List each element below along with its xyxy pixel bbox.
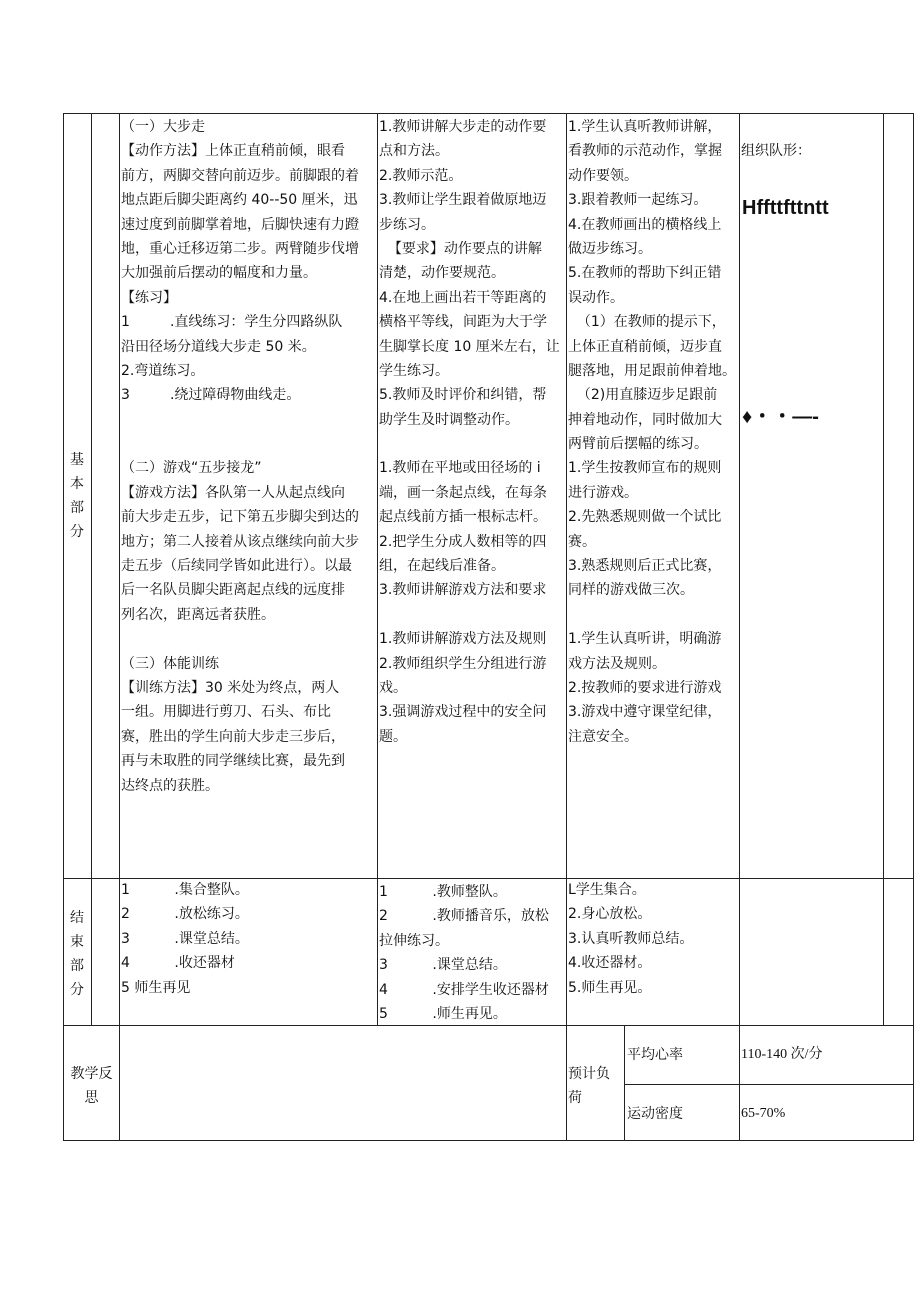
- text-line: [379, 603, 567, 627]
- text-line: 4.在地上画出若干等距离的: [379, 289, 547, 306]
- text-line: 动作要领。: [568, 167, 638, 184]
- text-line: 【动作方法】上体正直稍前倾，眼看: [121, 143, 345, 160]
- text-line: 戏方法及规则。: [568, 655, 666, 672]
- text-line: 【游戏方法】各队第一人从起点线向: [121, 484, 345, 501]
- text-line: [121, 627, 377, 651]
- text-line: 同样的游戏做三次。: [568, 582, 694, 599]
- text-line: 1 .直线练习：学生分四路纵队: [121, 314, 343, 331]
- text-line: 地，重心迁移迈第二步。两臂随步伐增: [121, 240, 359, 257]
- text-line: 拉伸练习。: [379, 932, 449, 949]
- text-line: 2.按教师的要求进行游戏: [568, 679, 722, 696]
- text-line: 5 .师生再见。: [379, 1005, 507, 1022]
- text-line: 2.教师示范。: [379, 167, 463, 184]
- text-line: 赛，胜出的学生向前大步走三步后，: [121, 728, 345, 745]
- text-line: 再与未取胜的同学继续比赛，最先到: [121, 753, 345, 770]
- text-line: 注意安全。: [568, 728, 638, 745]
- text-line: 清楚，动作要规范。: [379, 265, 505, 282]
- text-line: 上体正直稍前倾，迈步直: [568, 338, 722, 355]
- text-line: 进行游戏。: [568, 484, 638, 501]
- text-line: 1 .集合整队。: [121, 882, 249, 898]
- text-line: 3.教师讲解游戏方法和要求: [379, 582, 547, 599]
- text-line: （二）游戏“五步接龙”: [121, 460, 262, 477]
- basic-content: [121, 115, 377, 798]
- density-label: 运动密度: [627, 1106, 683, 1122]
- text-line: 5.教师及时评价和纠错，帮: [379, 387, 547, 404]
- text-line: 1 .教师整队。: [379, 884, 507, 900]
- grid-line: [63, 113, 914, 114]
- grid-line: [913, 113, 914, 1141]
- text-line: 地点距后脚尖距离约 40--50 厘米，迅: [121, 192, 358, 209]
- text-line: （2)用直膝迈步足跟前: [568, 387, 718, 404]
- density-value: 65-70%: [741, 1106, 786, 1121]
- text-line: 组，在起线后准备。: [379, 558, 505, 575]
- text-line: 1.教师讲解大步走的动作要: [379, 119, 547, 135]
- text-line: 2 .教师播音乐，放松: [379, 908, 549, 925]
- ending-student: [568, 878, 740, 1000]
- text-line: 4 .收还器材: [121, 955, 235, 972]
- text-line: 速过度到前脚掌着地，后脚快速有力蹬: [121, 216, 359, 233]
- text-line: 赛。: [568, 533, 596, 550]
- organization-label: 组织队形：: [741, 143, 811, 159]
- text-line: 【要求】动作要点的讲解: [379, 240, 542, 257]
- basic-teacher: [379, 115, 567, 749]
- text-line: 腿落地，用足跟前伸着地。: [568, 362, 736, 379]
- text-line: 前方，两脚交替向前迈步。前脚跟的着: [121, 167, 359, 184]
- text-line: 3.认真听教师总结。: [568, 930, 694, 947]
- text-line: 4 .安排学生收还器材: [379, 981, 549, 998]
- text-line: 2.弯道练习。: [121, 362, 205, 379]
- text-line: 后一名队员脚尖距离起点线的远度排: [121, 582, 345, 599]
- text-line: 3 .课堂总结。: [379, 957, 507, 974]
- text-line: 1.学生认真听教师讲解，: [568, 119, 722, 135]
- text-line: 点和方法。: [379, 143, 449, 160]
- text-line: [568, 603, 740, 627]
- text-line: 3.跟着教师一起练习。: [568, 192, 708, 209]
- text-line: 【练习】: [121, 289, 177, 306]
- reflection-label: 教学反思: [70, 1066, 113, 1106]
- text-line: 大加强前后摆动的幅度和力量。: [121, 265, 317, 282]
- text-line: 步练习。: [379, 216, 435, 233]
- text-line: 5 师生再见: [121, 979, 191, 996]
- formation-diagram-1: Hffttfttntt: [742, 197, 829, 219]
- text-line: （1）在教师的提示下，: [568, 314, 726, 331]
- text-line: 题。: [379, 728, 407, 745]
- text-line: 达终点的获胜。: [121, 777, 219, 794]
- text-line: 3 .绕过障碍物曲线走。: [121, 387, 301, 404]
- load-label: 预计负荷: [568, 1066, 610, 1106]
- text-line: 2.教师组织学生分组进行游: [379, 655, 547, 672]
- text-line: 1.学生按教师宣布的规则: [568, 460, 722, 477]
- text-line: 生脚掌长度 10 厘米左右，让: [379, 338, 560, 355]
- text-line: 走五步（后续同学皆如此进行）。以最: [121, 558, 352, 575]
- grid-line: [91, 113, 92, 1025]
- text-line: 地方；第二人接着从该点继续向前大步: [121, 533, 359, 550]
- text-line: 前大步走五步，记下第五步脚尖到达的: [121, 509, 359, 526]
- text-line: 2.把学生分成人数相等的四: [379, 533, 547, 550]
- text-line: （一）大步走: [121, 119, 205, 135]
- grid-line: [883, 113, 884, 1025]
- text-line: 起点线前方插一根标志杆。: [379, 509, 547, 526]
- text-line: 3.熟悉规则后正式比赛，: [568, 558, 722, 575]
- text-line: [121, 408, 377, 432]
- text-line: 做迈步练习。: [568, 240, 652, 257]
- text-line: 1.教师讲解游戏方法及规则: [379, 631, 547, 648]
- section-label-ending: 结束部分: [70, 910, 84, 998]
- text-line: 列名次，距离远者获胜。: [121, 606, 275, 623]
- heart-rate-label: 平均心率: [627, 1047, 683, 1063]
- text-line: 两臂前后摆幅的练习。: [568, 436, 708, 453]
- grid-line: [63, 1140, 914, 1141]
- grid-line: [119, 113, 120, 1141]
- text-line: 一组。用脚进行剪刀、石头、布比: [121, 704, 331, 721]
- text-line: 4.收还器材。: [568, 955, 652, 972]
- grid-line: [377, 113, 378, 1025]
- grid-line: [624, 1025, 625, 1141]
- text-line: 抻着地动作，同时做加大: [568, 411, 722, 428]
- text-line: 学生练习。: [379, 362, 449, 379]
- grid-line: [624, 1084, 914, 1085]
- text-line: 戏。: [379, 679, 407, 696]
- text-line: 2.先熟悉规则做一个试比: [568, 509, 722, 526]
- heart-rate-value: 110-140 次/分: [741, 1047, 823, 1062]
- text-line: 2.身心放松。: [568, 906, 652, 923]
- text-line: 3.强调游戏过程中的安全问: [379, 704, 547, 721]
- ending-teacher: [379, 880, 567, 1026]
- text-line: 沿田径场分道线大步走 50 米。: [121, 338, 316, 355]
- text-line: 助学生及时调整动作。: [379, 411, 519, 428]
- text-line: （三）体能训练: [121, 655, 219, 672]
- text-line: 端，画一条起点线，在每条: [379, 484, 547, 501]
- text-line: 1.教师在平地或田径场的 i: [379, 460, 541, 477]
- text-line: [121, 432, 377, 456]
- text-line: 3.游戏中遵守课堂纪律，: [568, 704, 722, 721]
- basic-student: [568, 115, 740, 749]
- text-line: 2 .放松练习。: [121, 906, 249, 923]
- text-line: 4.在教师画出的横格线上: [568, 216, 722, 233]
- section-label-basic: 基本部分: [70, 452, 84, 540]
- text-line: 【训练方法】30 米处为终点，两人: [121, 679, 340, 696]
- text-line: 5.在教师的帮助下纠正错: [568, 265, 722, 282]
- text-line: 3 .课堂总结。: [121, 930, 249, 947]
- text-line: L学生集合。: [568, 882, 646, 898]
- text-line: 3.教师让学生跟着做原地迈: [379, 192, 547, 209]
- ending-content: [121, 878, 377, 1000]
- text-line: 1.学生认真听讲，明确游: [568, 631, 722, 648]
- text-line: 横格平等线，间距为大于学: [379, 314, 547, 331]
- formation-diagram-2: ♦・・—-: [742, 406, 819, 428]
- text-line: 误动作。: [568, 289, 624, 306]
- text-line: [379, 432, 567, 456]
- text-line: 5.师生再见。: [568, 979, 652, 996]
- text-line: 看教师的示范动作，掌握: [568, 143, 722, 160]
